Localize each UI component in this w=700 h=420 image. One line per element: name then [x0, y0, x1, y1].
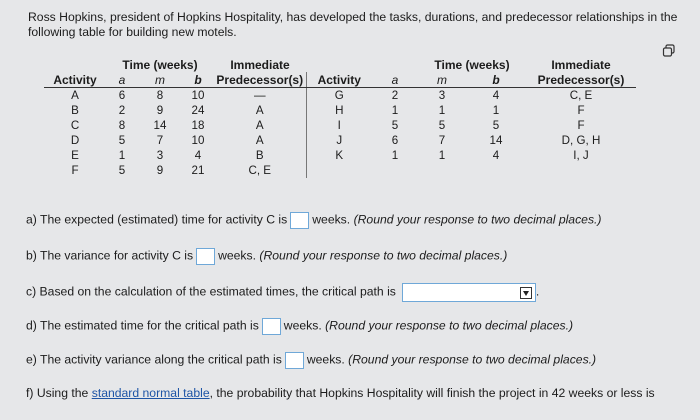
- right-a-cell: 1: [391, 149, 399, 162]
- question-c: [26, 283, 539, 302]
- question-b-text: b) The variance for activity C is: [26, 248, 194, 263]
- left-b-cell: 10: [191, 89, 205, 102]
- right-activity-cell: I: [306, 118, 372, 133]
- left-a-cell: 1: [118, 149, 126, 162]
- answer-e-input[interactable]: [285, 352, 304, 369]
- question-a: [26, 212, 602, 229]
- a-header-right: a: [391, 72, 399, 87]
- answer-b-input[interactable]: [196, 248, 215, 265]
- immediate-header-left: Immediate: [230, 57, 290, 72]
- right-b-cell: 1: [492, 104, 500, 117]
- table-row: [44, 103, 636, 118]
- left-m-cell: 7: [156, 134, 164, 147]
- right-b-cell: [466, 163, 526, 178]
- activity-header-right: Activity: [317, 72, 361, 87]
- table-row: [44, 148, 636, 163]
- right-activity-cell: G: [306, 88, 372, 104]
- question-d-note: (Round your response to two decimal places.): [325, 318, 574, 333]
- left-activity-cell: C: [70, 119, 80, 132]
- left-a-cell: 5: [118, 164, 126, 177]
- question-c-text: c) Based on the calculation of the estimated times, the critical path is: [26, 284, 396, 299]
- b-header-right: b: [492, 72, 500, 87]
- left-pred-cell: A: [255, 134, 264, 147]
- left-activity-cell: B: [71, 104, 79, 117]
- left-m-cell: 14: [153, 119, 167, 132]
- left-m-cell: 9: [156, 164, 164, 177]
- right-m-cell: 3: [438, 89, 446, 102]
- critical-path-dropdown[interactable]: [402, 283, 536, 302]
- right-b-cell: 4: [492, 149, 500, 162]
- right-m-cell: 7: [438, 134, 446, 147]
- right-b-cell: 5: [492, 119, 500, 132]
- table-row: [44, 163, 636, 178]
- right-activity-cell: [306, 163, 372, 178]
- right-a-cell: 6: [391, 134, 399, 147]
- right-pred-cell: C, E: [569, 89, 593, 102]
- right-a-cell: [372, 163, 418, 178]
- right-m-cell: 1: [438, 104, 446, 117]
- m-header-left: m: [155, 72, 165, 87]
- left-m-cell: 3: [156, 149, 164, 162]
- activity-table: [44, 57, 636, 178]
- b-header-left: b: [194, 72, 202, 87]
- answer-a-input[interactable]: [290, 212, 309, 229]
- left-m-cell: 9: [156, 104, 164, 117]
- left-b-cell: 10: [191, 134, 205, 147]
- left-b-cell: 4: [194, 149, 202, 162]
- standard-normal-table-link[interactable]: standard normal table: [91, 386, 210, 400]
- table-row: [44, 118, 636, 133]
- problem-intro: Ross Hopkins, president of Hopkins Hospitality, has developed the tasks, durations, and predecessor relationships in the following table for building new motels.: [28, 10, 678, 39]
- left-pred-cell: C, E: [248, 164, 272, 177]
- question-a-text: a) The expected (estimated) time for activity C is: [26, 212, 288, 227]
- right-pred-cell: F: [577, 104, 585, 117]
- immediate-header-right: Immediate: [551, 57, 611, 72]
- pred-header-left: Predecessor(s): [216, 72, 304, 87]
- left-pred-cell: B: [255, 149, 264, 162]
- right-a-cell: 2: [391, 89, 399, 102]
- question-f-suffix: , the probability that Hopkins Hospitality will finish the project in 42 weeks or less is: [209, 386, 655, 400]
- time-header-left: Time (weeks): [122, 57, 198, 72]
- copy-icon[interactable]: [662, 44, 676, 58]
- question-b-note: (Round your response to two decimal places.): [259, 248, 508, 263]
- question-b: [26, 248, 507, 265]
- left-a-cell: 6: [118, 89, 126, 102]
- question-b-units: weeks.: [218, 248, 257, 263]
- left-pred-cell: A: [255, 119, 264, 132]
- question-a-units: weeks.: [312, 212, 351, 227]
- answer-d-input[interactable]: [262, 318, 281, 335]
- right-pred-cell: [526, 163, 636, 178]
- a-header-left: a: [118, 72, 126, 87]
- right-m-cell: 5: [438, 119, 446, 132]
- question-e-units: weeks.: [306, 352, 345, 367]
- left-a-cell: 8: [118, 119, 126, 132]
- question-e: [26, 352, 596, 369]
- left-pred-cell: —: [253, 89, 266, 102]
- left-b-cell: 24: [191, 104, 205, 117]
- table-row: [44, 133, 636, 148]
- table-row: [44, 88, 636, 104]
- question-d-units: weeks.: [283, 318, 322, 333]
- question-d: [26, 318, 573, 335]
- left-b-cell: 18: [191, 119, 205, 132]
- right-pred-cell: D, G, H: [561, 134, 601, 147]
- question-e-note: (Round your response to two decimal places.): [348, 352, 597, 367]
- question-f: [26, 386, 655, 400]
- left-a-cell: 5: [118, 134, 126, 147]
- right-a-cell: 5: [391, 119, 399, 132]
- time-header-right: Time (weeks): [434, 57, 510, 72]
- right-a-cell: 1: [391, 104, 399, 117]
- right-activity-cell: H: [306, 103, 372, 118]
- right-m-cell: [418, 163, 466, 178]
- left-activity-cell: F: [71, 164, 79, 177]
- activity-header-left: Activity: [53, 72, 97, 87]
- question-e-text: e) The activity variance along the critical path is: [26, 352, 282, 367]
- left-pred-cell: A: [255, 104, 264, 117]
- left-activity-cell: D: [70, 134, 80, 147]
- pred-header-right: Predecessor(s): [537, 72, 625, 87]
- right-m-cell: 1: [438, 149, 446, 162]
- chevron-down-icon[interactable]: [520, 287, 532, 299]
- question-f-text: f) Using the: [26, 386, 89, 400]
- question-c-suffix: .: [535, 284, 540, 299]
- question-a-note: (Round your response to two decimal places.): [353, 212, 602, 227]
- question-d-text: d) The estimated time for the critical path is: [26, 318, 259, 333]
- m-header-right: m: [437, 72, 447, 87]
- right-activity-cell: J: [306, 133, 372, 148]
- left-activity-cell: E: [71, 149, 79, 162]
- right-activity-cell: K: [306, 148, 372, 163]
- left-m-cell: 8: [156, 89, 164, 102]
- left-b-cell: 21: [191, 164, 205, 177]
- right-b-cell: 4: [492, 89, 500, 102]
- right-pred-cell: F: [577, 119, 585, 132]
- left-activity-cell: A: [71, 89, 79, 102]
- left-a-cell: 2: [118, 104, 126, 117]
- right-b-cell: 14: [489, 134, 503, 147]
- right-pred-cell: I, J: [573, 149, 589, 162]
